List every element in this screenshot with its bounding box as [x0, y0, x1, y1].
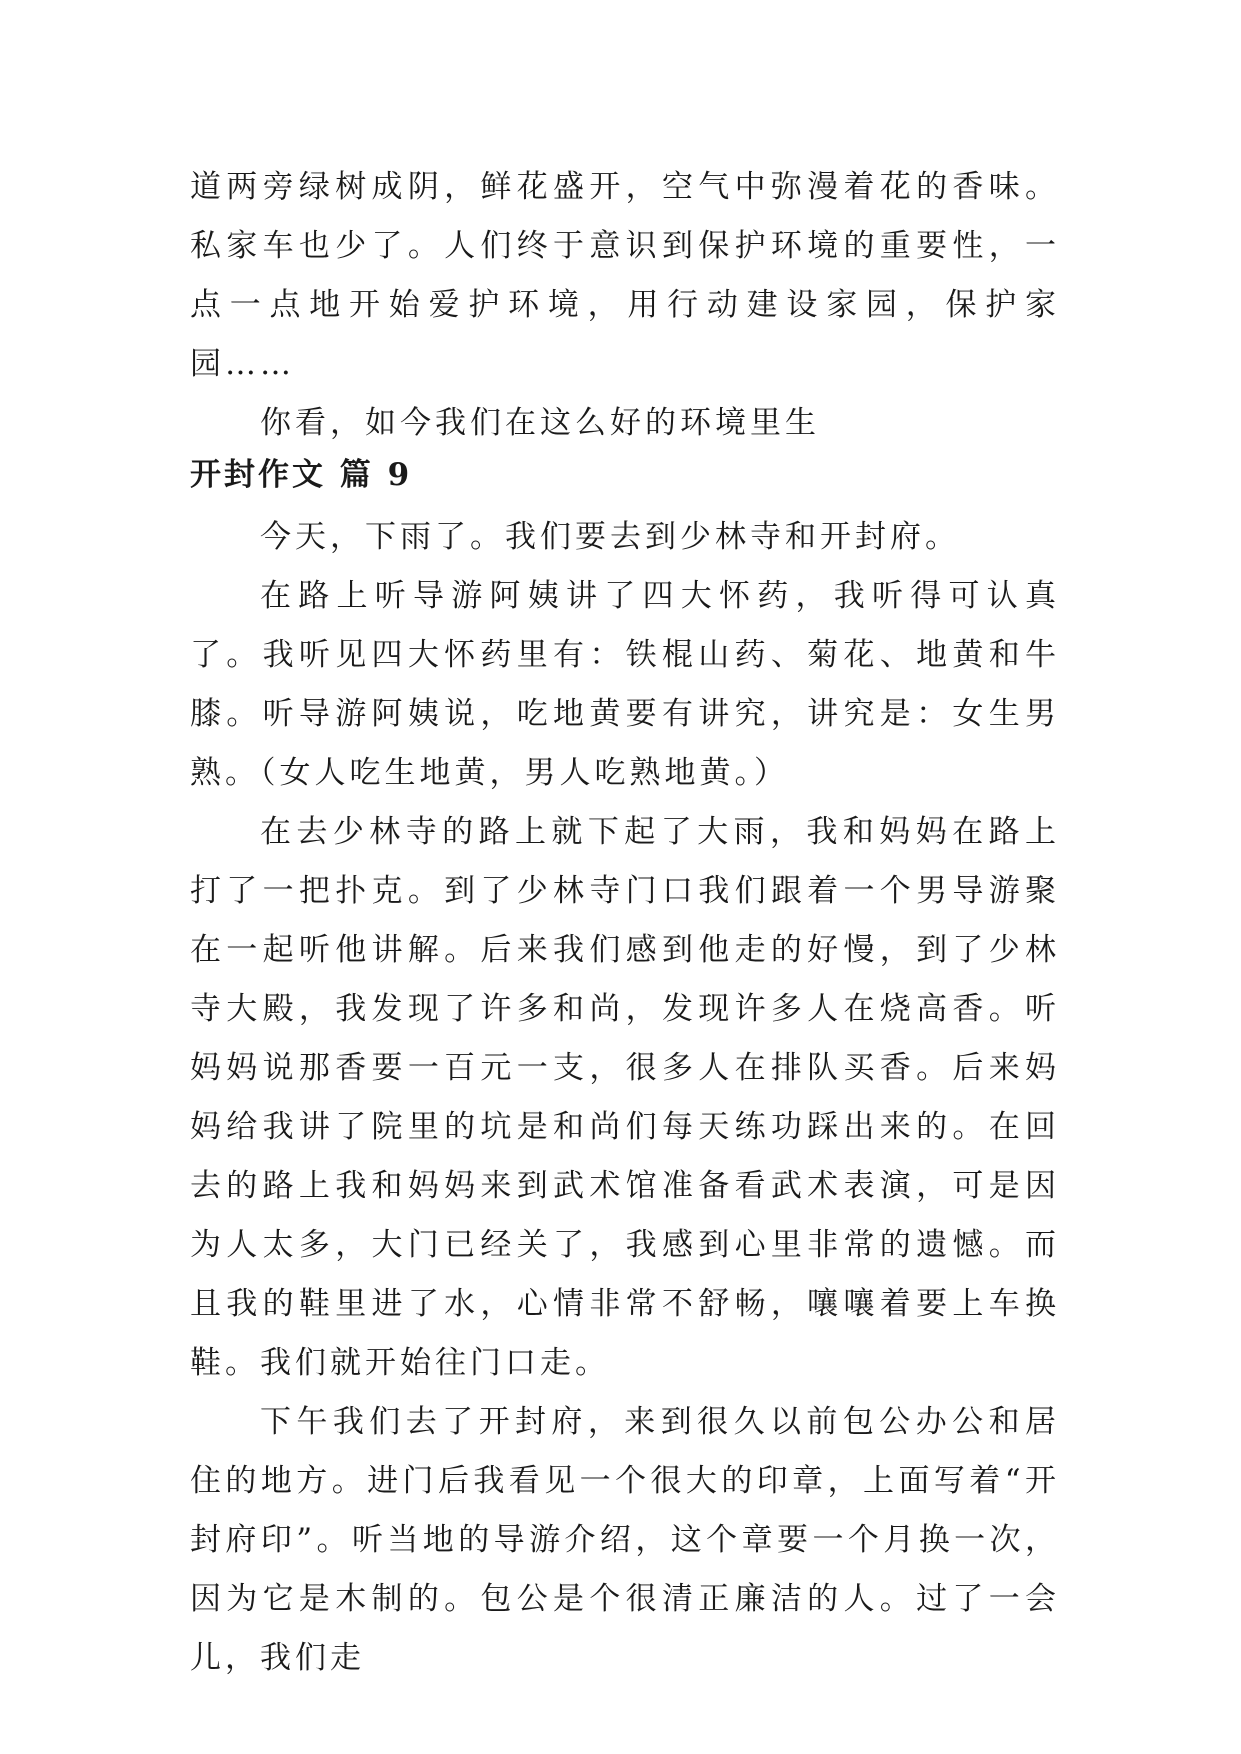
paragraph: 在路上听导游阿姨讲了四大怀药，我听得可认真了。我听见四大怀药里有：铁棍山药、菊花、地黄和牛膝。听导游阿姨说，吃地黄要有讲究，讲究是：女生男熟。（女人吃生地黄，男人吃熟地黄。） [190, 578, 1060, 791]
paragraph: 今天，下雨了。我们要去到少林寺和开封府。 [260, 519, 960, 555]
section-heading: 开封作文 篇 9 [190, 457, 413, 493]
paragraph: 在去少林寺的路上就下起了大雨，我和妈妈在路上打了一把扑克。到了少林寺门口我们跟着一个男导游聚在一起听他讲解。后来我们感到他走的好慢，到了少林寺大殿，我发现了许多和尚，发现许多人在烧高香。听妈妈说那香要一百元一支，很多人在排队买香。后来妈妈给我讲了院里的坑是和尚们每天练功踩出来的。在回去的路上我和妈妈来到武术馆准备看武术表演，可是因为人太多，大门已经关了，我感到心里非常的遗憾。而且我的鞋里进了水，心情非常不舒畅，嚷嚷着要上车换鞋。我们就开始往门口走。 [190, 814, 1060, 1381]
continuation-text [190, 158, 1060, 453]
paragraph-unfinished: 你看，如今我们在这么好的环境里生 [260, 405, 820, 441]
section-body [190, 508, 1060, 1688]
paragraph: 下午我们去了开封府，来到很久以前包公办公和居住的地方。进门后我看见一个很大的印章，上面写着“开封府印”。听当地的导游介绍，这个章要一个月换一次，因为它是木制的。包公是个很清正廉洁的人。过了一会儿，我们走 [190, 1404, 1060, 1676]
paragraph-continued: 道两旁绿树成阴，鲜花盛开，空气中弥漫着花的香味。私家车也少了。人们终于意识到保护环境的重要性，一点一点地开始爱护环境，用行动建设家园，保护家园…… [190, 169, 1060, 382]
